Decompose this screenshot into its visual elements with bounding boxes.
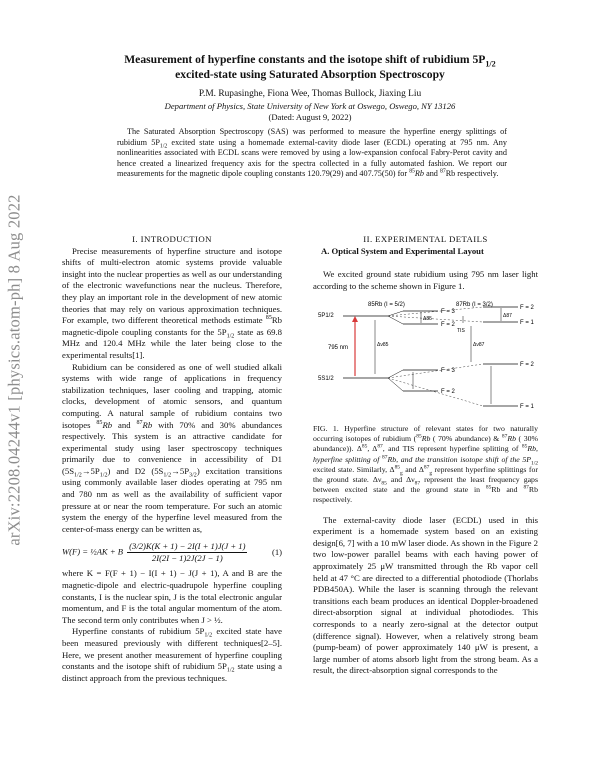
wavelength-label: 795 nm bbox=[328, 345, 349, 352]
left-column bbox=[62, 234, 282, 684]
intro-paragraph-3: where K = F(F + 1) − I(I + 1) − J(J + 1), A and B are the magnetic-dipole and electric-quadrupole hyperfine coupling constants, I is the nuclear spin, J is the total electronic angular momentum, and F is the total angular momentum of the atom. The second term only contributes when J > ½. bbox=[62, 568, 282, 625]
abstract: The Saturated Absorption Spectroscopy (SAS) was performed to measure the hyperfine energy splittings of rubidium $5P_{1/2}$ excited state using a homemade external-cavity diode laser (ECDL) operating at 795 nm. Any nonlinearities associated with ECDL scans were removed by using a low-expansion confocal Fabry-Perot cavity and hence created a linearized frequency axis for the spectra collected in a fully automated fashion. We report our measurements for the magnetic dipole coupling constants 120.79(29) and 407.75(50) for $^{85}$Rb and $^{87}$Rb respectively. bbox=[117, 127, 507, 179]
excited-state-label: 5P1/2 bbox=[318, 313, 334, 320]
section-title-experimental: II. EXPERIMENTAL DETAILS bbox=[363, 234, 488, 244]
figure-1 bbox=[313, 296, 538, 418]
label-f2-bot: F = 2 bbox=[441, 389, 455, 396]
figure-1-caption: FIG. 1. Hyperfine structure of relevant states for two naturally occurring isotopes of rubidium ($^{85}$Rb ( 70% abundance) & $^{87}$Rb ( 30% abundance)). $\Delta^{85}$, $\Delta^{87}$, and TIS represent hyperfine splitting of $^{85}$Rb, hyperfine splitting of $^{87}$Rb, and the transition isotope shift of the $5P_{1/2}$ excited state. Similarly, $\Delta^{85}_g$ and $\Delta^{87}_g$ represent hyperfine splittings for the ground state. $\Delta\nu_{85}$ and $\Delta\nu_{87}$ represent the least frequency gaps between excited state and the ground state in $^{85}$Rb and $^{87}$Rb respectively. bbox=[313, 423, 539, 505]
authors: P.M. Rupasinghe, Fiona Wee, Thomas Bullock, Jiaxing Liu bbox=[198, 89, 422, 99]
label-f2-top: F = 2 bbox=[441, 322, 455, 329]
delta87-label: Δ87 bbox=[503, 313, 512, 320]
arxiv-identifier-text: arXiv:2208.04244v1 [physics.atom-ph] 8 Aug 2022 bbox=[5, 194, 25, 546]
date-line: (Dated: August 9, 2022) bbox=[268, 112, 352, 122]
intro-paragraph-1: Precise measurements of hyperfine structure and isotope shifts of multi-electron atomic systems provide valuable insight into the nuclear properties as well as our understanding of the electronic wavefunctions near the nucleus. Therefore, they play an important role in the development of new atomic theories that may rely on various approximation techniques. For example, two different theoretical methods estimate $^{85}$Rb magnetic-dipole coupling constants for the $5P_{1/2}$ state as 69.8 MHz and 120.4 MHz while the later being close to the experimental results[1]. bbox=[62, 245, 282, 360]
connector bbox=[388, 370, 403, 378]
rb85-label: 85Rb (I = 5/2) bbox=[368, 302, 405, 309]
experimental-paragraph-2: The external-cavity diode laser (ECDL) used in this experiment is a homemade system based on an existing design[6, 7] with a 10 mW laser diode. As shown in the Figure 2 two low-power parallel beams with each having power of approximately 25 μW transmitted through the Rb vapor cell held at 47 °C are directed to a differential photodiode (Thorlabs PDB450A). While the laser is scanning through the relevant transitions each beam produces an identical Doppler-broadened direct-absorption signal at individual photodiodes. This corresponds to a nearly zero-signal at the detector output (difference signal). However, when a relatively strong beam (pump-beam) of power approximately 140 μW is present, a large number of atoms absorb light from the strong beam. As a result, the direct-absorption signal corresponds to the bbox=[313, 514, 538, 676]
connector bbox=[388, 364, 483, 378]
equation-number: (1) bbox=[271, 547, 282, 558]
label-f3-top: F = 3 bbox=[441, 309, 455, 316]
label-f3-bot: F = 3 bbox=[441, 368, 455, 375]
energy-level-diagram bbox=[313, 296, 538, 414]
rb87-label: 87Rb (I = 3/2) bbox=[456, 302, 493, 309]
connector bbox=[388, 378, 403, 391]
transition-arrowhead bbox=[352, 316, 358, 322]
intro-paragraph-2: Rubidium can be considered as one of well studied alkali systems with wide range of applications in frequency stabilization techniques, laser cooling and trapping, atomic clocks, development of atomic sensors, and quantum computing. A natural sample of rubidium contains two isotopes $^{85}$Rb and $^{87}$Rb with 70% and 30% abundances respectively. This system is an attractive candidate for experimental study using laser spectroscopy techniques primarily due to convenience in accessibility of D1 $(5S_{1/2}\to 5P_{1/2})$ and D2 $(5S_{1/2}\to 5P_{3/2})$ excitation transitions using commonly available laser diodes operating at 795 nm and 780 nm as well as the availability of sufficient vapor pressure at or near the room temperature. For such an atomic system the energy of the hyperfine level measured from the center-of-mass energy can be written as, bbox=[62, 361, 283, 534]
delta85-label: Δ85 bbox=[423, 316, 432, 323]
connector bbox=[388, 378, 483, 406]
label-f2-bot-87: F = 2 bbox=[520, 362, 534, 369]
equation-1: W(F) = ½AK + B $\frac{(3/2)K(K + 1) - 2I(I + 1)J(J + 1)}{2I(2I - 1)2J(2J - 1)}$ (1) bbox=[62, 541, 282, 564]
label-f1-bot-87: F = 1 bbox=[520, 404, 534, 411]
connector bbox=[388, 316, 483, 322]
affiliation: Department of Physics, State University of New York at Oswego, Oswego, NY 13126 bbox=[164, 101, 456, 111]
experimental-paragraph-1: We excited ground state rubidium using 795 nm laser light according to the scheme shown in Figure 1. bbox=[313, 269, 538, 291]
arxiv-identifier bbox=[2, 160, 28, 580]
dnu85-label: Δν85 bbox=[377, 342, 389, 349]
tis-label: TIS bbox=[457, 328, 465, 335]
subsection-title: A. Optical System and Experimental Layout bbox=[321, 245, 484, 256]
right-column bbox=[313, 234, 538, 677]
section-title-introduction: I. INTRODUCTION bbox=[132, 234, 212, 244]
paper-title: Measurement of hyperfine constants and the isotope shift of rubidium $5P_{1/2}$ excited-state using Saturated Absorption Spectroscopy bbox=[124, 53, 496, 81]
equation-fraction: $\frac{(3/2)K(K + 1) - 2I(I + 1)J(J + 1)}{2I(2I - 1)2J(2J - 1)}$ bbox=[129, 541, 246, 564]
intro-paragraph-4: Hyperfine constants of rubidium $5P_{1/2}$ excited state have been measured previously with different techniques[2–5]. Here, we present another measurement of hyperfine coupling constants and the isotope shift of rubidium $5P_{1/2}$ state using a distinct approach from the previous techniques. bbox=[62, 626, 283, 683]
dnu87-label: Δν87 bbox=[473, 342, 485, 349]
label-f1-top-87: F = 1 bbox=[520, 320, 534, 327]
ground-state-label: 5S1/2 bbox=[318, 376, 334, 383]
connector bbox=[388, 316, 403, 324]
label-f2-top-87: F = 2 bbox=[520, 305, 534, 312]
connector bbox=[388, 311, 403, 316]
